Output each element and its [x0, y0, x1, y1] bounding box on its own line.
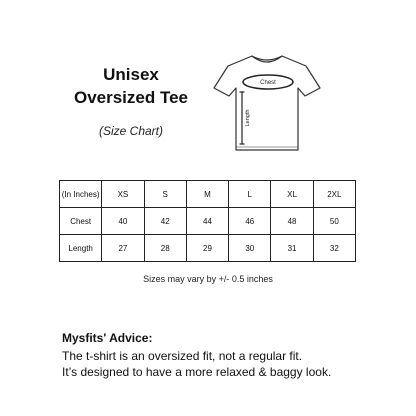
chest-label: Chest	[260, 80, 276, 86]
size-xl-header: XL	[271, 181, 313, 208]
table-cell: 48	[271, 208, 313, 235]
table-cell: 31	[271, 235, 313, 262]
table-cell: 27	[102, 235, 144, 262]
row-label-chest: Chest	[60, 208, 102, 235]
size-xs-header: XS	[102, 181, 144, 208]
row-label-length: Length	[60, 235, 102, 262]
table-row	[60, 235, 356, 262]
table-cell: 40	[102, 208, 144, 235]
tshirt-outline	[214, 56, 320, 150]
table-cell: 30	[229, 235, 271, 262]
table-cell: 44	[186, 208, 228, 235]
size-2xl-header: 2XL	[313, 181, 355, 208]
table-cell: 32	[313, 235, 355, 262]
table-header-row	[60, 181, 356, 208]
table-row	[60, 208, 356, 235]
size-m-header: M	[186, 181, 228, 208]
size-variance-note: Sizes may vary by +/- 0.5 inches	[143, 274, 273, 284]
product-title-line-2: Oversized Tee	[73, 88, 189, 107]
table-cell: 42	[144, 208, 186, 235]
product-title-line-1: Unisex	[103, 65, 159, 84]
size-chart-table	[59, 180, 356, 262]
table-cell: 50	[313, 208, 355, 235]
advice-line-2: It’s designed to have a more relaxed & baggy look.	[62, 365, 332, 379]
length-label: Length	[245, 109, 251, 127]
advice-line-1: The t-shirt is an oversized fit, not a regular fit.	[62, 349, 303, 363]
tshirt-outline-icon	[212, 52, 322, 154]
advice-title: Mysfits' Advice:	[62, 331, 153, 345]
size-chart-subtitle: (Size Chart)	[98, 124, 163, 138]
size-l-header: L	[229, 181, 271, 208]
advice-section	[62, 330, 402, 380]
table-cell: 28	[144, 235, 186, 262]
table-cell: 46	[229, 208, 271, 235]
size-s-header: S	[144, 181, 186, 208]
table-cell: 29	[186, 235, 228, 262]
header-units-cell: (In Inches)	[60, 181, 102, 208]
